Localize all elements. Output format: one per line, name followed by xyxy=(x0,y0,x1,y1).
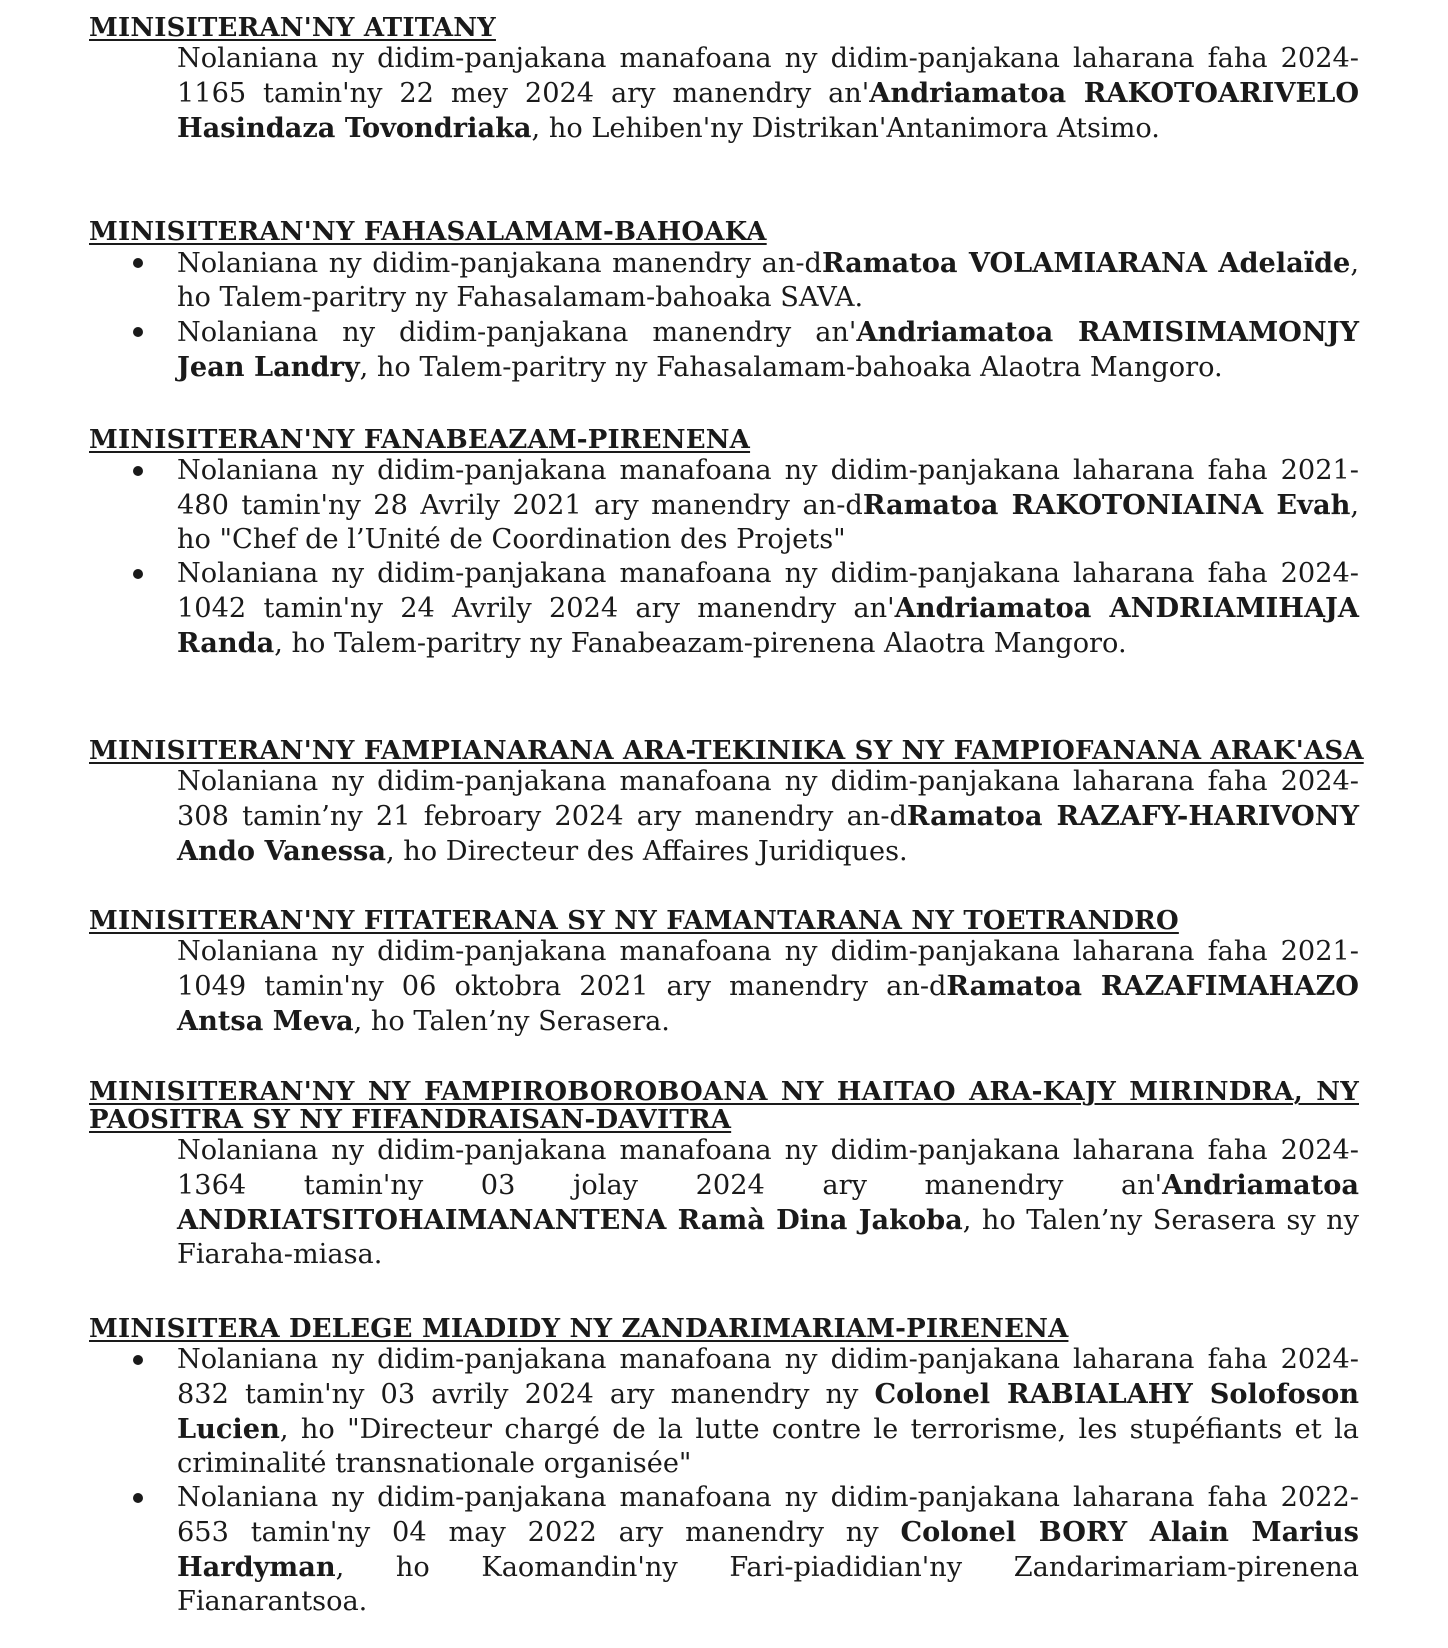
section-heading: MINISITERAN'NY FANABEAZAM-PIRENENA xyxy=(89,425,751,455)
decree-paragraph xyxy=(177,315,1359,385)
decree-position: , ho Lehiben'ny Distrikan'Antanimora Atsimo. xyxy=(531,113,1160,144)
appointee-name: Andriamatoa RAKOTOARIVELO Hasindaza Tovondriaka xyxy=(177,77,1359,144)
appointee-name: Colonel BORY Alain Marius Hardyman xyxy=(177,1516,1359,1583)
decree-paragraph xyxy=(177,1481,1359,1619)
decree-paragraph xyxy=(177,454,1359,557)
section-fahasalamam-bahoaka xyxy=(89,218,1359,385)
bullet-icon xyxy=(133,466,143,476)
decree-text: Nolaniana ny didim-panjakana manafoana ny didim-panjakana laharana faha 2024-1042 tamin'ny 24 Avrily 2024 ary manendry an' xyxy=(177,558,1359,624)
section-heading: MINISITERAN'NY NY FAMPIROBOROBOANA NY HAITAO ARA-KAJY MIRINDRA, NY PAOSITRA SY NY FIFANDRAISAN-DAVITRA xyxy=(89,1077,1359,1135)
list-item xyxy=(89,765,1359,869)
decree-position: , ho Directeur des Affaires Juridiques. xyxy=(385,836,908,867)
decree-paragraph xyxy=(177,557,1359,661)
decree-text: Nolaniana ny didim-panjakana manendry an-d xyxy=(177,248,822,279)
decree-paragraph xyxy=(177,42,1359,146)
list-item xyxy=(89,42,1359,146)
decree-text: Nolaniana ny didim-panjakana manafoana ny didim-panjakana laharana faha 2021-480 tamin'ny 28 Avrily 2021 ary manendry an-d xyxy=(177,455,1359,521)
appointee-name: Andriamatoa ANDRIAMIHAJA Randa xyxy=(177,592,1359,659)
section-haitao-ara-kajy xyxy=(89,1078,1359,1272)
bullet-icon xyxy=(133,1493,143,1503)
decree-paragraph xyxy=(177,1134,1359,1272)
appointee-name: Colonel RABIALAHY Solofoson Lucien xyxy=(177,1378,1359,1445)
section-heading: MINISITERAN'NY FITATERANA SY NY FAMANTARANA NY TOETRANDRO xyxy=(89,906,1179,936)
decree-text: Nolaniana ny didim-panjakana manendry an' xyxy=(177,317,857,348)
section-atitany xyxy=(89,14,1359,146)
list-item xyxy=(89,1481,1359,1619)
list-item xyxy=(89,454,1359,557)
section-fampianarana-ara-tekinika xyxy=(89,736,1364,869)
decree-paragraph xyxy=(177,1343,1359,1481)
decree-position: , ho Talen’ny Serasera. xyxy=(353,1006,670,1037)
section-fanabeazam-pirenena xyxy=(89,426,1359,661)
decree-paragraph xyxy=(177,246,1359,315)
bullet-icon xyxy=(133,569,143,579)
section-heading: MINISITERAN'NY FAMPIANARANA ARA-TEKINIKA SY NY FAMPIOFANANA ARAK'ASA xyxy=(89,736,1364,766)
appointee-name: Ramatoa RAZAFIMAHAZO Antsa Meva xyxy=(177,970,1359,1037)
decree-text: Nolaniana ny didim-panjakana manafoana ny didim-panjakana laharana faha 2024-1165 tamin'ny 22 mey 2024 ary manendry an' xyxy=(177,43,1359,109)
section-heading: MINISITERAN'NY ATITANY xyxy=(89,13,496,43)
section-heading: MINISITERAN'NY FAHASALAMAM-BAHOAKA xyxy=(89,217,767,247)
decree-position: , ho "Chef de l’Unité de Coordination des Projets" xyxy=(177,490,1359,555)
decree-position: , ho "Directeur chargé de la lutte contre le terrorisme, les stupéfiants et la criminalité transnationale organisée" xyxy=(177,1414,1359,1479)
bullet-icon xyxy=(133,327,143,337)
decree-paragraph xyxy=(177,765,1359,869)
section-fitaterana xyxy=(89,907,1359,1039)
decree-paragraph xyxy=(177,935,1359,1039)
appointee-name: Ramatoa VOLAMIARANA Adelaïde xyxy=(821,247,1351,279)
decree-position: , ho Kaomandin'ny Fari-piadidian'ny Zandarimariam-pirenena Fianarantsoa. xyxy=(177,1552,1359,1617)
decree-text: Nolaniana ny didim-panjakana manafoana ny didim-panjakana laharana faha 2024-1364 tamin'ny 03 jolay 2024 ary manendry an' xyxy=(177,1135,1359,1201)
list-item xyxy=(89,246,1359,315)
bullet-icon xyxy=(133,1355,143,1365)
decree-text: Nolaniana ny didim-panjakana manafoana ny didim-panjakana laharana faha 2021-1049 tamin'ny 06 oktobra 2021 ary manendry an-d xyxy=(177,936,1359,1002)
section-zandarimariam-pirenena xyxy=(89,1315,1359,1619)
list-item xyxy=(89,935,1359,1039)
decree-position: , ho Talem-paritry ny Fahasalamam-bahoaka SAVA. xyxy=(177,248,1359,313)
list-item xyxy=(89,1343,1359,1481)
bullet-icon xyxy=(133,258,143,268)
decree-position: , ho Talem-paritry ny Fahasalamam-bahoaka Alaotra Mangoro. xyxy=(359,352,1223,383)
appointee-name: Andriamatoa RAMISIMAMONJY Jean Landry xyxy=(177,316,1359,383)
appointee-name: Ramatoa RAKOTONIAINA Evah xyxy=(862,489,1351,521)
appointee-name: Andriamatoa ANDRIATSITOHAIMANANTENA Ramà Dina Jakoba xyxy=(177,1169,1359,1236)
appointee-name: Ramatoa RAZAFY-HARIVONY Ando Vanessa xyxy=(177,800,1359,867)
decree-text: Nolaniana ny didim-panjakana manafoana ny didim-panjakana laharana faha 2022-653 tamin'ny 04 may 2022 ary manendry ny xyxy=(177,1482,1359,1548)
section-heading: MINISITERA DELEGE MIADIDY NY ZANDARIMARIAM-PIRENENA xyxy=(89,1314,1069,1344)
decree-text: Nolaniana ny didim-panjakana manafoana ny didim-panjakana laharana faha 2024-832 tamin'ny 03 avrily 2024 ary manendry ny xyxy=(177,1344,1359,1410)
decree-position: , ho Talen’ny Serasera sy ny Fiaraha-miasa. xyxy=(177,1205,1359,1270)
decree-text: Nolaniana ny didim-panjakana manafoana ny didim-panjakana laharana faha 2024-308 tamin’ny 21 febroary 2024 ary manendry an-d xyxy=(177,766,1359,832)
list-item xyxy=(89,315,1359,385)
list-item xyxy=(89,557,1359,661)
list-item xyxy=(89,1134,1359,1272)
decree-position: , ho Talem-paritry ny Fanabeazam-pirenena Alaotra Mangoro. xyxy=(274,628,1127,659)
